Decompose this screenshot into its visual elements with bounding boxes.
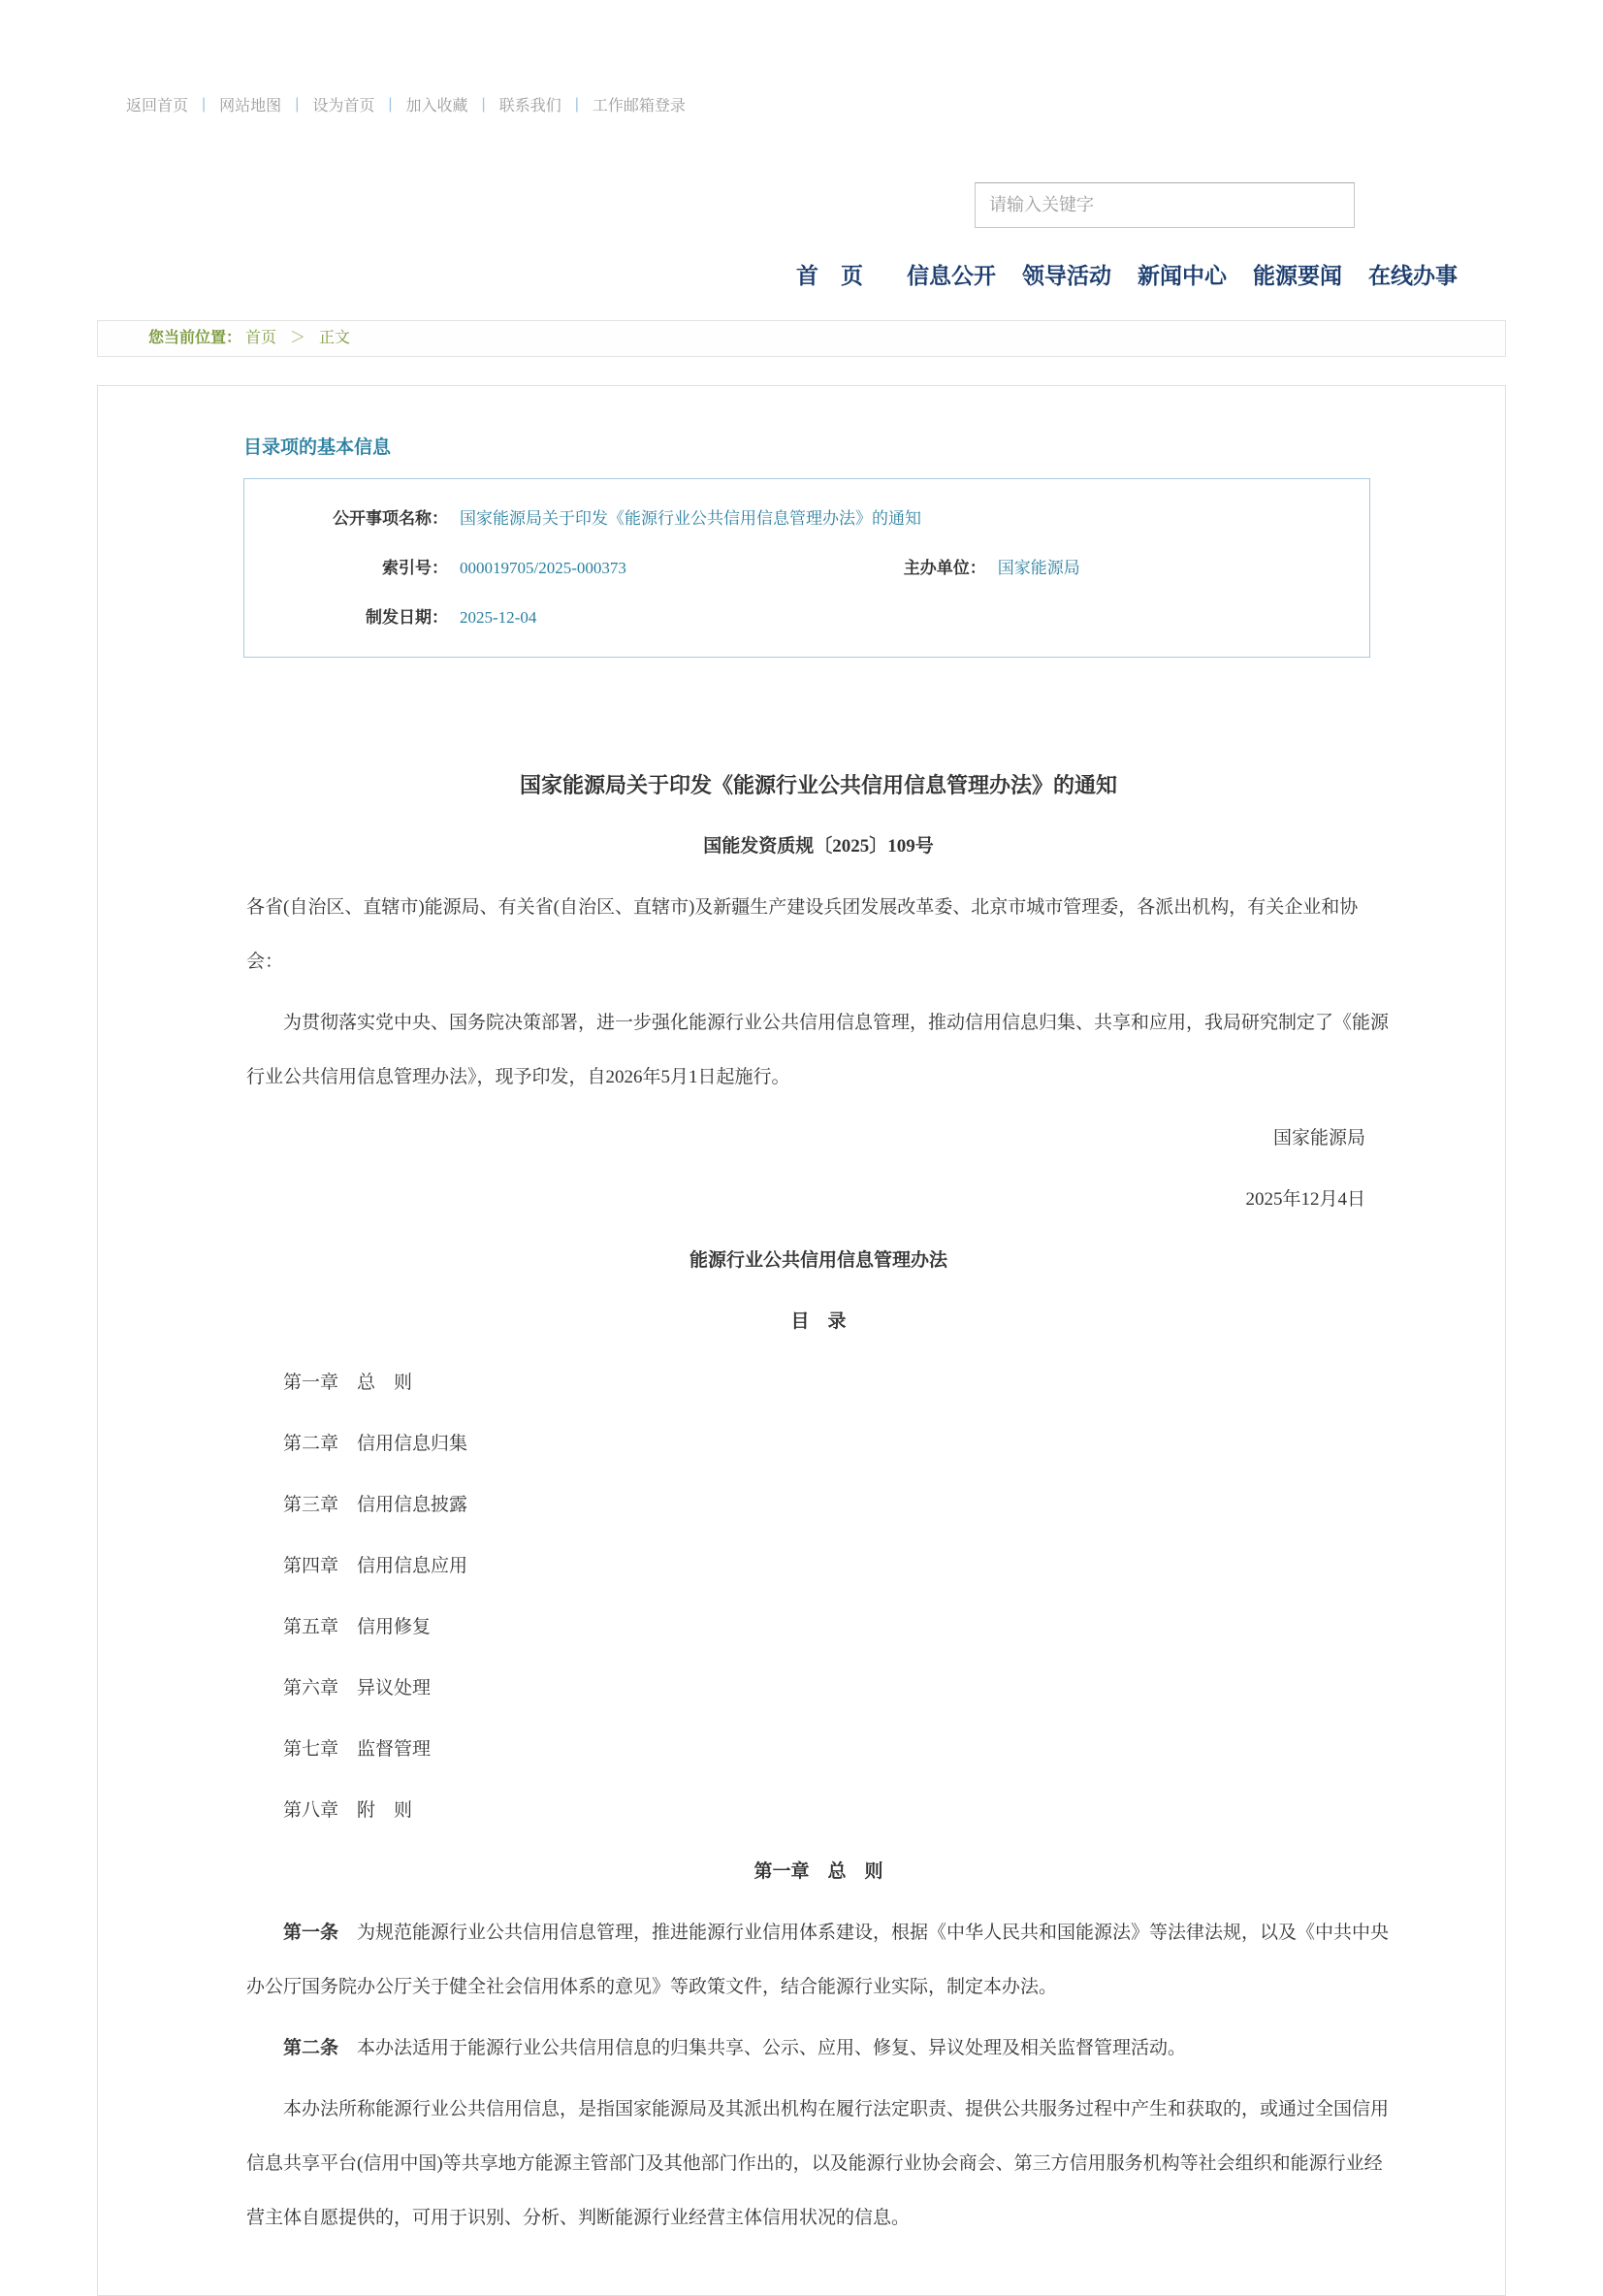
signature-org: 国家能源局 xyxy=(1272,1128,1365,1148)
info-org-label: 主办单位： xyxy=(903,559,986,577)
toc-item-5: 第五章 信用修复 xyxy=(283,1617,432,1637)
measure-title: 能源行业公共信用信息管理办法 xyxy=(689,1250,947,1271)
topbar-link-home[interactable]: 返回首页 xyxy=(126,98,189,114)
document-number: 国能发资质规〔2025〕109号 xyxy=(703,836,934,857)
info-index-value: 000019705/2025-000373 xyxy=(460,559,626,577)
info-row-date xyxy=(244,593,1369,642)
topbar-link-set-homepage[interactable]: 设为首页 xyxy=(312,98,375,114)
topbar-separator: | xyxy=(202,95,207,113)
nav-item-info-disclosure[interactable]: 信息公开 xyxy=(907,263,996,288)
toc-item-4: 第四章 信用信息应用 xyxy=(283,1556,468,1576)
topbar-separator: | xyxy=(388,95,393,113)
chapter1-heading: 第一章 总 则 xyxy=(753,1861,883,1882)
toc-item-3: 第三章 信用信息披露 xyxy=(283,1495,468,1515)
article2-label: 第二条 xyxy=(283,2038,339,2058)
info-date-label: 制发日期： xyxy=(366,608,448,627)
article2-text: 本办法适用于能源行业公共信用信息的归集共享、公示、应用、修复、异议处理及相关监督管理活动。 xyxy=(338,2038,1187,2058)
info-name-value[interactable]: 国家能源局关于印发《能源行业公共信用信息管理办法》的通知 xyxy=(460,509,921,528)
topbar-link-sitemap[interactable]: 网站地图 xyxy=(219,98,282,114)
info-row-index-org xyxy=(244,543,1369,593)
search-input[interactable] xyxy=(975,182,1355,228)
info-panel xyxy=(243,478,1370,658)
topbar-link-favorites[interactable]: 加入收藏 xyxy=(405,98,468,114)
info-index-label: 索引号： xyxy=(382,559,448,577)
nav-item-news-center[interactable]: 新闻中心 xyxy=(1138,263,1227,288)
info-name-label: 公开事项名称： xyxy=(333,509,448,528)
document-title: 国家能源局关于印发《能源行业公共信用信息管理办法》的通知 xyxy=(519,773,1117,797)
topbar-link-mail-login[interactable]: 工作邮箱登录 xyxy=(592,98,686,114)
breadcrumb-label: 您当前位置： xyxy=(148,330,242,346)
toc-item-8: 第八章 附 则 xyxy=(283,1800,413,1821)
article1-label: 第一条 xyxy=(283,1923,339,1943)
toc-item-1: 第一章 总 则 xyxy=(283,1373,413,1393)
article1-text: 为规范能源行业公共信用信息管理，推进能源行业信用体系建设，根据《中华人民共和国能源法》等法律法规，以及《中共中央办公厅国务院办公厅关于健全社会信用体系的意见》等政策文件，结合能源行业实际，制定本办法。 xyxy=(246,1923,1390,1997)
info-row-name xyxy=(244,494,1369,543)
main-nav xyxy=(796,258,1458,290)
article2-paragraph xyxy=(246,2021,1391,2076)
salutation-paragraph: 各省(自治区、直辖市)能源局、有关省(自治区、直辖市)及新疆生产建设兵团发展改革委、北京市城市管理委，各派出机构，有关企业和协会： xyxy=(246,897,1359,972)
topbar-separator: | xyxy=(574,95,579,113)
info-panel-title: 目录项的基本信息 xyxy=(243,437,392,458)
top-utility-bar xyxy=(126,93,686,115)
content-container xyxy=(97,385,1506,2296)
toc-title: 目 录 xyxy=(790,1311,847,1332)
nav-item-online-services[interactable]: 在线办事 xyxy=(1368,263,1458,288)
article1-paragraph xyxy=(246,1906,1391,2015)
breadcrumb-separator-icon: ＞ xyxy=(290,330,306,346)
toc-item-6: 第六章 异议处理 xyxy=(283,1678,432,1698)
document-body xyxy=(246,759,1391,2246)
signature-date: 2025年12月4日 xyxy=(1245,1189,1365,1210)
body-paragraph: 为贯彻落实党中央、国务院决策部署，进一步强化能源行业公共信用信息管理，推动信用信息归集、共享和应用，我局研究制定了《能源行业公共信用信息管理办法》，现予印发，自2026年5月1日起施行。 xyxy=(246,1013,1390,1087)
topbar-separator: | xyxy=(481,95,486,113)
topbar-link-contact[interactable]: 联系我们 xyxy=(498,98,561,114)
breadcrumb xyxy=(97,320,1506,357)
breadcrumb-link-home[interactable]: 首页 xyxy=(245,330,277,346)
toc-item-2: 第二章 信用信息归集 xyxy=(283,1434,468,1454)
info-date-value: 2025-12-04 xyxy=(460,608,537,627)
nav-item-energy-news[interactable]: 能源要闻 xyxy=(1253,263,1342,288)
topbar-separator: | xyxy=(295,95,300,113)
info-org-value[interactable]: 国家能源局 xyxy=(997,559,1080,577)
toc-item-7: 第七章 监督管理 xyxy=(283,1739,432,1760)
breadcrumb-current: 正文 xyxy=(319,330,351,346)
article2-definition-paragraph: 本办法所称能源行业公共信用信息，是指国家能源局及其派出机构在履行法定职责、提供公共服务过程中产生和获取的，或通过全国信用信息共享平台(信用中国)等共享地方能源主管部门及其他部门作出的，以及能源行业协会商会、第三方信用服务机构等社会组织和能源行业经营主体自愿提供的，可用于识别、分析、判断能源行业经营主体信用状况的信息。 xyxy=(246,2099,1390,2228)
nav-item-home[interactable]: 首 页 xyxy=(796,263,863,288)
nav-item-leader-activities[interactable]: 领导活动 xyxy=(1022,263,1111,288)
